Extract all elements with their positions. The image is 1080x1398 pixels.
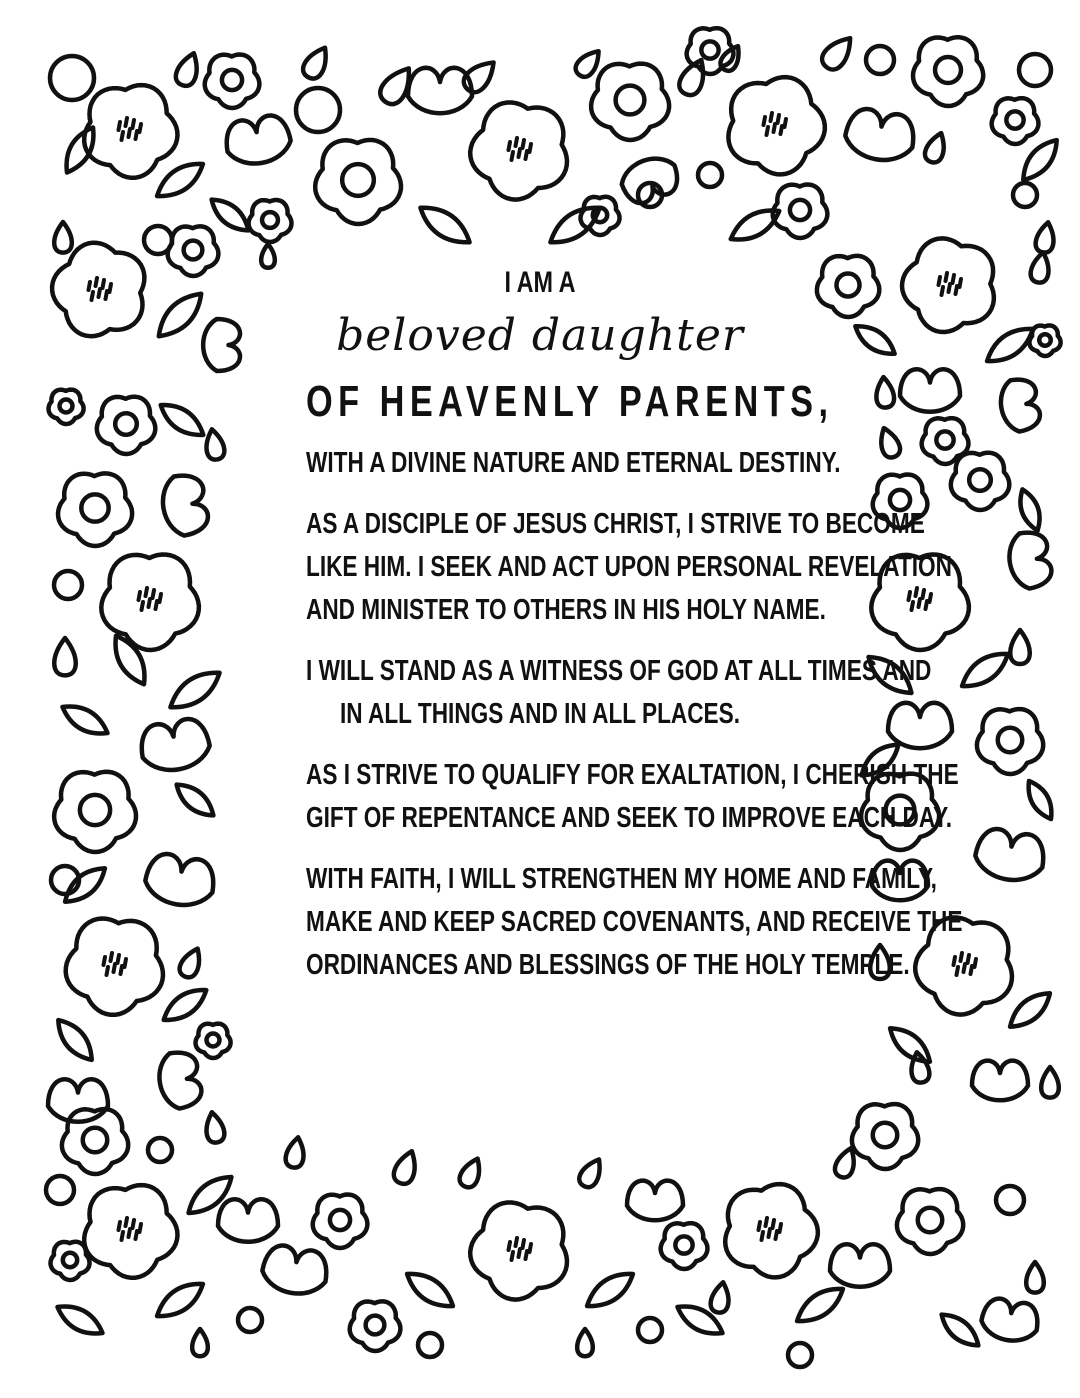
ring-flower [54, 772, 136, 852]
paragraph-line: LIKE HIM. I SEEK AND ACT UPON PERSONAL REVELATION [306, 551, 952, 583]
leaf [673, 1299, 728, 1342]
droplet [192, 1329, 208, 1356]
tulip-bud [972, 826, 1047, 885]
paragraph-line: WITH A DIVINE NATURE AND ETERNAL DESTINY. [306, 447, 841, 479]
ring-flower [852, 1104, 918, 1169]
tulip-bud [1005, 529, 1054, 591]
leaf [51, 1014, 99, 1066]
paragraph-line: AS A DISCIPLE OF JESUS CHRIST, I STRIVE TO BECOME [306, 508, 925, 540]
ring-flower [992, 98, 1039, 144]
leaf [1015, 487, 1046, 534]
leaf [171, 778, 219, 823]
tulip-bud [900, 369, 960, 412]
tulip-bud [888, 703, 952, 748]
droplet [203, 428, 226, 461]
ring-flower [315, 140, 401, 224]
paragraph-line: AS I STRIVE TO QUALIFY FOR EXALTATION, I CHERISH THE [306, 759, 959, 791]
leaf [151, 1275, 209, 1324]
droplet [391, 1148, 421, 1187]
ring-flower [196, 1024, 231, 1058]
affirmation-text [240, 258, 963, 987]
dot [698, 163, 722, 187]
droplet [1029, 251, 1052, 284]
script-phrase: beloved daughter [336, 310, 744, 361]
ring-flower [313, 1195, 368, 1249]
ring-flower [913, 37, 983, 106]
droplet [922, 130, 949, 165]
tulip-bud [259, 1243, 330, 1299]
dot [50, 56, 94, 100]
leaf [53, 1299, 108, 1342]
tulip-bud [155, 1049, 204, 1111]
paragraph-line: MAKE AND KEEP SACRED COVENANTS, AND RECEIVE THE [306, 906, 963, 938]
paragraph-3 [306, 650, 932, 736]
ring-flower [977, 709, 1043, 774]
droplet [1026, 1262, 1044, 1293]
ring-flower [661, 1223, 708, 1269]
big-flower [66, 919, 163, 1015]
paragraph-5 [306, 858, 963, 987]
big-flower [84, 1185, 177, 1278]
ring-flower [581, 197, 620, 235]
droplet [173, 50, 203, 89]
droplet [875, 376, 895, 408]
heading: OF HEAVENLY PARENTS, [306, 377, 834, 426]
ring-flower [58, 473, 132, 546]
dot [788, 1343, 812, 1367]
leaf [850, 319, 900, 361]
ring-flower [951, 453, 1010, 510]
leaf [59, 123, 102, 178]
paragraph-2 [306, 503, 952, 632]
dot [46, 1176, 74, 1204]
dot [638, 1318, 662, 1342]
tulip-bud [137, 716, 212, 775]
leaf [151, 155, 209, 204]
dot [1013, 183, 1037, 207]
dot [1019, 54, 1051, 86]
leaf [151, 286, 209, 344]
dot [54, 571, 82, 599]
dot [238, 1308, 262, 1332]
ring-flower [1029, 326, 1060, 357]
droplet [457, 1155, 486, 1190]
droplet [54, 638, 75, 675]
tulip-bud [48, 1079, 108, 1122]
leaf [164, 664, 226, 717]
leaf [791, 1280, 849, 1329]
paragraph-line: ORDINANCES AND BLESSINGS OF THE HOLY TEMPLE. [306, 949, 910, 981]
leaf [581, 1265, 639, 1314]
droplet [709, 1281, 732, 1314]
droplet [577, 1329, 593, 1356]
big-flower [84, 85, 177, 178]
big-flower [902, 238, 994, 332]
ring-flower [168, 226, 219, 276]
paragraph-line: AND MINISTER TO OTHERS IN HIS HOLY NAME. [306, 594, 826, 626]
droplet [1034, 221, 1057, 254]
big-flower [725, 1184, 818, 1277]
droplet [177, 945, 206, 980]
tulip-bud [997, 376, 1042, 434]
big-flower [470, 1203, 567, 1300]
leaf [58, 699, 113, 742]
leaf [1022, 777, 1058, 823]
droplet [54, 222, 72, 253]
droplet [576, 1155, 607, 1190]
paragraph-4 [306, 754, 959, 840]
droplet [676, 56, 711, 99]
tulip-bud [830, 1244, 890, 1287]
dot [148, 1138, 172, 1162]
ring-flower [249, 200, 292, 242]
ring-flower [350, 1301, 401, 1351]
droplet [203, 1111, 226, 1144]
tulip-bud [617, 151, 683, 207]
ring-flower [97, 397, 156, 454]
dot [418, 1333, 442, 1357]
tulip-bud [408, 68, 472, 113]
paragraph-line: GIFT OF REPENTANCE AND SEEK TO IMPROVE EACH DAY. [306, 802, 953, 834]
tulip-bud [972, 1061, 1028, 1101]
tulip-bud [223, 113, 294, 169]
ring-flower [51, 1242, 90, 1280]
dot [296, 88, 340, 132]
tulip-bud [203, 319, 240, 371]
droplet [1041, 1067, 1059, 1098]
ring-flower [591, 64, 669, 140]
leaf [936, 1308, 984, 1353]
paragraph-line: WITH FAITH, I WILL STRENGTHEN MY HOME AND FAMILY, [306, 863, 937, 895]
tulip-bud [627, 1181, 683, 1221]
droplet [300, 43, 334, 82]
leaf [158, 982, 212, 1028]
big-flower [728, 77, 824, 174]
paragraph-line: I WILL STAND AS A WITNESS OF GOD AT ALL TIMES AND [306, 655, 932, 687]
dot [866, 46, 894, 74]
tulip-bud [842, 106, 917, 165]
leaf [182, 1169, 238, 1221]
droplet [1010, 630, 1030, 664]
droplet [818, 31, 858, 73]
big-flower [470, 103, 567, 200]
leaf [414, 199, 476, 252]
paragraph-1 [306, 442, 841, 485]
droplet [876, 425, 903, 460]
big-flower [52, 243, 144, 337]
leaf [155, 397, 209, 443]
droplet [284, 1136, 307, 1169]
ring-flower [205, 55, 260, 109]
leaf [956, 645, 1014, 694]
tulip-bud [142, 851, 217, 910]
leaf [401, 1265, 459, 1314]
leaf [884, 1021, 936, 1069]
tulip-bud [218, 1199, 278, 1242]
leaf [1004, 986, 1056, 1034]
tulip-bud [979, 1296, 1041, 1345]
leaf [206, 193, 254, 238]
ring-flower [897, 1189, 963, 1254]
tulip-bud [158, 472, 210, 538]
ring-flower [49, 390, 84, 424]
intro-line: I AM A [504, 266, 576, 299]
paragraph-line: IN ALL THINGS AND IN ALL PLACES. [339, 698, 741, 730]
dot [996, 1186, 1024, 1214]
